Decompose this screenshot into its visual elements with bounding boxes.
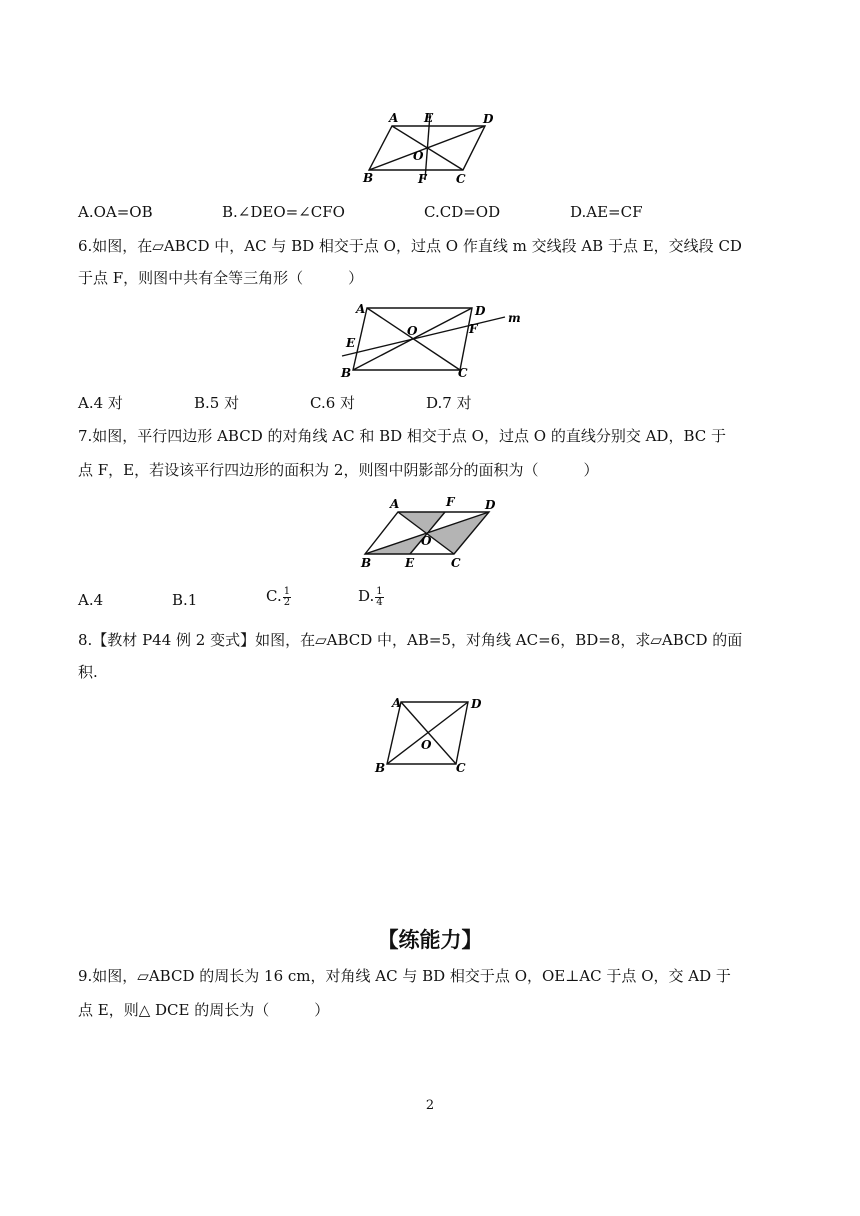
q6-text-line2: 于点 F，则图中共有全等三角形（ ）	[78, 269, 364, 287]
q6-label-c: C	[458, 366, 468, 380]
q9-text-line2: 点 E，则△ DCE 的周长为（ ）	[78, 1001, 330, 1019]
q6-option-b: B.5 对	[194, 394, 240, 412]
q5-option-c: C.CD=OD	[424, 203, 501, 221]
q5-option-d: D.AE=CF	[570, 203, 643, 221]
q5-label-a: A	[389, 111, 399, 125]
q6-label-f: F	[469, 322, 478, 336]
q6-label-a: A	[356, 302, 366, 316]
q7-option-a: A.4	[78, 591, 104, 609]
q7-option-d: D.	[358, 587, 375, 605]
q8-text-line2: 积.	[78, 663, 98, 681]
q5-label-f: F	[418, 172, 427, 186]
q5-figure	[355, 108, 505, 188]
q7-figure	[355, 492, 505, 572]
q8-label-b: B	[375, 761, 386, 774]
q7-label-f: F	[446, 495, 455, 509]
q6-label-e: E	[346, 336, 356, 350]
q7-label-o: O	[421, 534, 432, 548]
q6-label-m: m	[508, 311, 521, 325]
q6-label-b: B	[341, 366, 352, 380]
q7-text-line1: 7.如图，平行四边形 ABCD 的对角线 AC 和 BD 相交于点 O，过点 O 的直线分别交 AD，BC 于	[78, 427, 726, 445]
q7-fraction-c-den: 2	[283, 596, 291, 608]
page-number: 2	[425, 1098, 435, 1113]
q7-option-d-wrap	[358, 586, 384, 608]
q7-fraction-c-num: 1	[283, 585, 291, 597]
q6-option-c: C.6 对	[310, 394, 356, 412]
q5-label-e: E	[424, 111, 434, 125]
q8-label-a: A	[392, 696, 402, 710]
q6-label-o: O	[407, 324, 418, 338]
q5-label-b: B	[363, 171, 374, 185]
q7-option-c-wrap	[266, 586, 291, 608]
q7-option-c: C.	[266, 587, 282, 605]
q5-label-d: D	[483, 112, 494, 126]
q6-option-a: A.4 对	[78, 394, 123, 412]
q7-fraction-d-num: 1	[376, 585, 383, 597]
section-title: 【练能力】	[377, 928, 483, 952]
q6-text-line1: 6.如图，在▱ABCD 中，AC 与 BD 相交于点 O，过点 O 作直线 m 交线段 AB 于点 E，交线段 CD	[78, 237, 742, 255]
q7-label-b: B	[361, 556, 372, 570]
q7-label-e: E	[405, 556, 415, 570]
q5-option-a: A.OA=OB	[78, 203, 153, 221]
q8-text-line1: 8.【教材 P44 例 2 变式】如图，在▱ABCD 中，AB=5，对角线 AC=6，BD=8，求▱ABCD 的面	[78, 631, 743, 649]
q5-label-o: O	[413, 149, 424, 163]
q7-fraction-c	[283, 587, 291, 608]
q7-fraction-d-den: 4	[376, 596, 383, 608]
q8-label-c: C	[456, 761, 466, 774]
q7-option-b: B.1	[172, 591, 198, 609]
q5-option-b: B.∠DEO=∠CFO	[222, 203, 345, 221]
q8-label-d: D	[471, 697, 482, 711]
q7-fraction-d	[375, 587, 383, 608]
q7-label-d: D	[485, 498, 496, 512]
q5-label-c: C	[456, 172, 466, 186]
q6-label-d: D	[475, 304, 486, 318]
q7-text-line2: 点 F，E，若设该平行四边形的面积为 2，则图中阴影部分的面积为（ ）	[78, 461, 599, 479]
q6-option-d: D.7 对	[426, 394, 472, 412]
q7-label-c: C	[451, 556, 461, 570]
q8-figure	[370, 692, 490, 774]
q6-figure	[330, 298, 530, 382]
q9-text-line1: 9.如图，▱ABCD 的周长为 16 cm，对角线 AC 与 BD 相交于点 O，OE⊥AC 于点 O，交 AD 于	[78, 967, 731, 985]
q7-label-a: A	[390, 497, 400, 511]
q8-label-o: O	[421, 738, 432, 752]
